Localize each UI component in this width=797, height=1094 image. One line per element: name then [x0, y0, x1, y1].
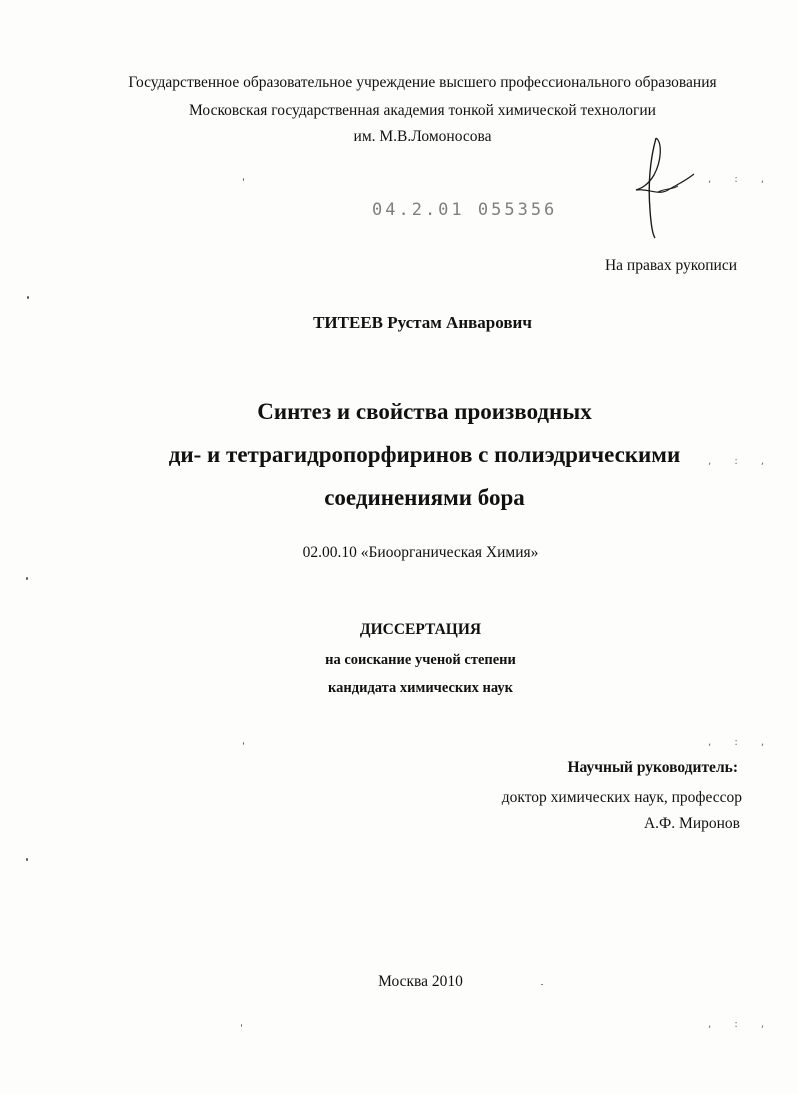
- thesis-title-line-1: Синтез и свойства производных: [257, 399, 592, 424]
- supervisor-label: Научный руководитель:: [567, 759, 738, 776]
- place-and-year: Москва 2010: [378, 973, 463, 990]
- scan-speck: [243, 742, 244, 745]
- institution-line-2: Московская государственная академия тонкой химической технологии: [189, 102, 656, 119]
- scan-speck: [241, 1024, 242, 1027]
- supervisor-name: А.Ф. Миронов: [643, 815, 740, 832]
- degree-line-2: кандидата химических наук: [328, 680, 513, 696]
- institution-line-1: Государственное образовательное учреждение высшего профессионального образования: [128, 74, 717, 91]
- document-type: ДИССЕРТАЦИЯ: [359, 621, 482, 638]
- scan-speck: [26, 577, 28, 580]
- scan-mark: , : ,: [708, 174, 775, 185]
- institution-line-3: им. М.В.Ломоносова: [353, 128, 492, 145]
- scan-mark: , : ,: [708, 456, 775, 467]
- author-name: ТИТЕЕВ Рустам Анварович: [313, 313, 532, 332]
- scan-speck: [26, 858, 28, 861]
- thesis-title-line-3: соединениями бора: [324, 485, 525, 510]
- signature-icon: [628, 130, 708, 240]
- scan-mark: , : ,: [708, 737, 775, 748]
- scan-mark: , : ,: [708, 1019, 775, 1030]
- archive-stamp-number: 04.2.01 055356: [372, 200, 558, 220]
- supervisor-title: доктор химических наук, профессор: [501, 789, 742, 806]
- degree-line-1: на соискание ученой степени: [325, 652, 516, 668]
- scan-speck: [243, 178, 244, 181]
- scan-speck: [27, 296, 29, 299]
- thesis-title-line-2: ди- и тетрагидропорфиринов с полиэдрическими: [168, 442, 681, 467]
- specialty-code: 02.00.10 «Биоорганическая Химия»: [302, 544, 539, 561]
- scan-speck: [541, 984, 543, 985]
- manuscript-rights-note: На правах рукописи: [604, 257, 737, 274]
